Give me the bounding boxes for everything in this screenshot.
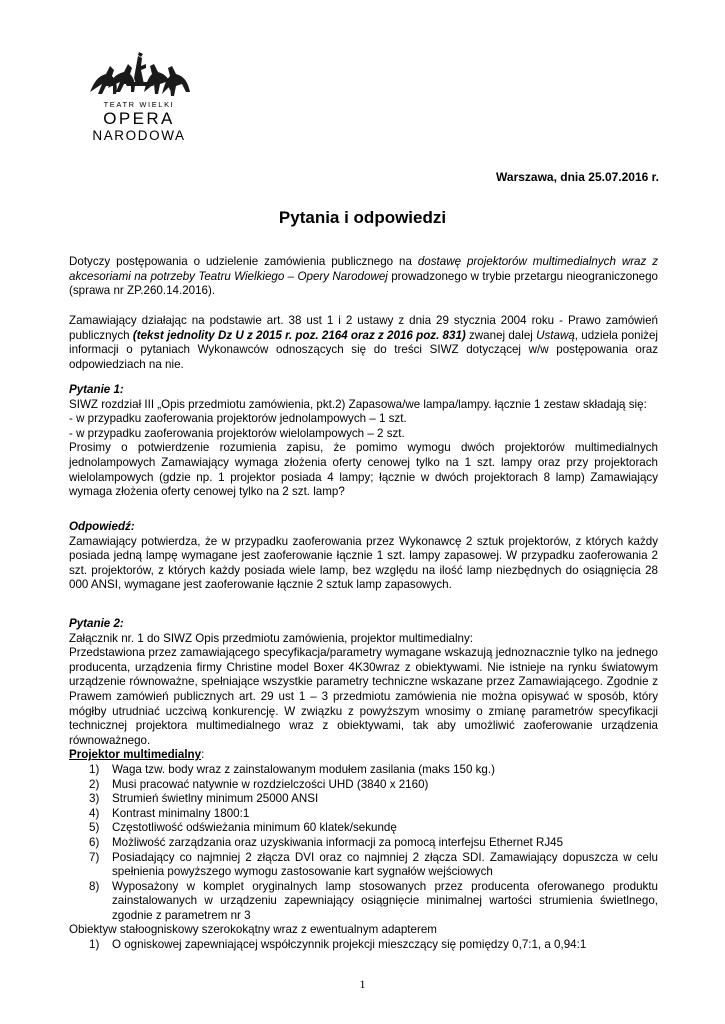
question-1 xyxy=(69,383,658,500)
question-2-text-1: Załącznik nr. 1 do SIWZ Opis przedmiotu zamówienia, projektor multimedialny: xyxy=(69,631,474,645)
intro-paragraph-1 xyxy=(69,255,658,299)
list-item-text: Kontrast minimalny 1800:1 xyxy=(112,806,250,820)
list-item-number: 5) xyxy=(89,821,100,835)
list-item-number: 6) xyxy=(89,835,100,849)
question-2 xyxy=(69,617,658,953)
intro-p1-subject: dostawę projektorów multimedialnych wraz z akcesoriami na potrzeby Teatru Wielkiego – Opery Narodowej xyxy=(69,255,659,283)
logo-text-opera: OPERA xyxy=(103,109,175,128)
question-1-text-1: SIWZ rozdział III „Opis przedmiotu zamówienia, pkt.2) Zapasowa/we lampa/lampy. łącznie 1 zestaw składają się: xyxy=(69,397,647,411)
intro-p1-text-c: prowadzonego w trybie przetargu nieograniczonego (sprawa nr ZP.260.14.2016). xyxy=(69,269,658,298)
opera-logo xyxy=(84,52,194,142)
intro-p2-legal-ref: (tekst jednolity Dz U z 2015 r. poz. 2164 oraz z 2016 poz. 831) xyxy=(132,328,466,342)
list-item xyxy=(69,938,658,953)
list-item xyxy=(69,763,658,778)
list-item-text: Częstotliwość odświeżania minimum 60 klatek/sekundę xyxy=(112,821,397,835)
question-1-text-4: Prosimy o potwierdzenie rozumienia zapisu, że pomimo wymogu dwóch projektorów multimedialnych jednolampowych Zamawiający wymaga złożenia oferty cenowej tylko na 1 szt. lampy oraz przy projektorach wielolampowych (gdzie np. 1 projektor posiada 4 lampy; łącznie w dwóch projektorach 8 lamp) Zamawiający wymaga złożenia oferty cenowej tylko na 2 szt. lamp? xyxy=(69,441,658,499)
logo-text-narodowa: NARODOWA xyxy=(92,128,186,143)
list-item-number: 8) xyxy=(89,879,100,893)
list-item-text: Posiadający co najmniej 2 złącza DVI oraz co najmniej 2 złącza SDI. Zamawiający dopuszcza w celu spełnienia powyższego wymogu zastosowanie kart sygnałów wejściowych xyxy=(112,850,658,879)
document-date: Warszawa, dnia 25.07.2016 r. xyxy=(496,170,659,184)
projector-section-colon: : xyxy=(201,748,205,762)
list-item xyxy=(69,778,658,793)
projector-section-label: Projektor multimedialny xyxy=(69,748,202,762)
lens-section-label: Obiektyw stałoogniskowy szerokokątny wraz z ewentualnym adapterem xyxy=(69,923,437,937)
list-item-text: Możliwość zarządzania oraz uzyskiwania informacji za pomocą interfejsu Ethernet RJ45 xyxy=(112,835,564,849)
projector-section-heading xyxy=(69,748,658,763)
list-item xyxy=(69,880,658,924)
list-item-number: 3) xyxy=(89,792,100,806)
list-item-text: Waga tzw. body wraz z zainstalowanym modułem zasilania (maks 150 kg.) xyxy=(112,762,495,776)
question-1-text-2: - w przypadku zaoferowania projektorów jednolampowych – 1 szt. xyxy=(69,412,407,426)
list-item-text: Strumień świetlny minimum 25000 ANSI xyxy=(112,792,319,806)
intro-p2-text-a: Zamawiający działając na podstawie art. 38 ust 1 i 2 ustawy z dnia 29 stycznia 2004 roku - Prawo zamówień publicznych xyxy=(69,314,658,342)
list-item-text: Musi pracować natywnie w rozdzielczości UHD (3840 x 2160) xyxy=(112,777,429,791)
list-item xyxy=(69,792,658,807)
quadriga-emblem-icon xyxy=(86,52,192,98)
list-item xyxy=(69,836,658,851)
list-item-number: 2) xyxy=(89,777,100,791)
list-item-number: 1) xyxy=(89,762,100,776)
question-1-text-3: - w przypadku zaoferowania projektorów wielolampowych – 2 szt. xyxy=(69,426,405,440)
answer-1-heading: Odpowiedź: xyxy=(69,520,135,533)
intro-p2-text-e: , udziela poniżej informacji o pytaniach Wykonawców odnoszących się do treści SIWZ dotyczącej w/w postępowania oraz odpowiedziach na nie. xyxy=(69,328,658,371)
list-item xyxy=(69,851,658,880)
answer-1-text: Zamawiający potwierdza, że w przypadku zaoferowania przez Wykonawcę 2 sztuk projektorów, z których każdy posiada jedną lampę wymagane jest zaoferowanie łącznie 1 szt. lampy zapasowej. W przypadku zaoferowania 2 szt. projektorów, z których każdy posiada wiele lamp, bez względu na ilość lamp niezbędnych do osiągnięcia 28 000 ANSI, wymagane jest zaoferowanie łącznie 2 sztuk lamp zapasowych. xyxy=(69,534,658,592)
list-item-number: 1) xyxy=(89,938,100,952)
list-item-number: 7) xyxy=(89,850,100,864)
projector-requirements-list xyxy=(69,763,658,924)
list-item-number: 4) xyxy=(89,806,100,820)
list-item-text: O ogniskowej zapewniającej współczynnik projekcji mieszczący się pomiędzy 0,7:1, a 0,94:1 xyxy=(112,938,587,952)
question-1-heading: Pytanie 1: xyxy=(69,383,124,396)
answer-1 xyxy=(69,520,658,593)
intro-p2-ustawa: Ustawą xyxy=(536,328,575,342)
page-number: 1 xyxy=(359,977,366,991)
document-title: Pytania i odpowiedzi xyxy=(278,208,447,227)
intro-p2-text-c: zwanej dalej xyxy=(465,328,537,342)
question-2-text-2: Przedstawiona przez zamawiającego specyfikacja/parametry wymagane wskazują jednoznacznie tylko na jednego producenta, urządzenia firmy Christine model Boxer 4K30wraz z obiektywami. Nie istnieje na rynku światowym urządzenie równoważne, spełniające wszystkie parametry techniczne wskazane przez Zamawiającego. Zgodnie z Prawem zamówień publicznych art. 29 ust 1 – 3 przedmiotu zamówienia nie można opisywać w sposób, który mógłby utrudniać uczciwą konkurencję. W związku z powyższym wnosimy o zmianę parametrów specyfikacji technicznej projektora multimedialnego wraz z obiektywami, tak aby umożliwić zaoferowanie urządzenia równoważnego. xyxy=(69,646,658,747)
logo-text-teatr-wielki: TEATR WIELKI xyxy=(103,100,175,109)
intro-p1-text-a: Dotyczy postępowania o udzielenie zamówienia publicznego na xyxy=(69,255,418,268)
list-item xyxy=(69,821,658,836)
list-item xyxy=(69,807,658,822)
list-item-text: Wyposażony w komplet oryginalnych lamp stosowanych przez producenta oferowanego produktu zainstalowanych w urządzeniu zapewniający osiągnięcie minimalnej wartości strumienia świetlnego, zgodnie z parametrem nr 3 xyxy=(112,879,658,922)
question-2-heading: Pytanie 2: xyxy=(69,617,124,630)
lens-requirements-list xyxy=(69,938,658,953)
intro-paragraph-2 xyxy=(69,314,658,372)
